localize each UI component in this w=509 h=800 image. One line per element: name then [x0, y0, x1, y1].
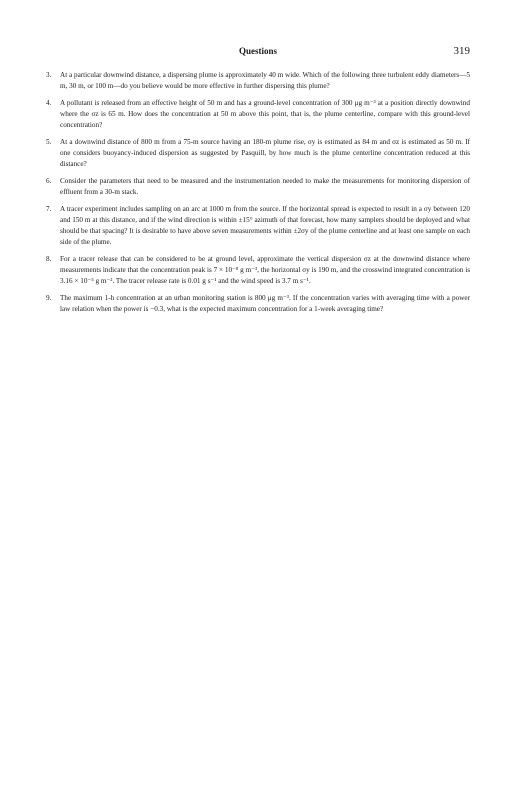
question-number: 4.: [46, 99, 52, 107]
question-list: [46, 70, 470, 321]
question-text: The maximum 1-h concentration at an urban monitoring station is 800 μg m⁻³. If the concentration varies with averaging time with a power law relation when the power is −0.3, what is the expected maximum concentration for a 1-week averaging time?: [60, 294, 470, 313]
page-title: Questions: [238, 46, 277, 56]
question-text: A pollutant is released from an effective height of 50 m and has a ground-level concentration of 300 μg m⁻³ at a position directly downwind where the σz is 65 m. How does the concentration at 50 m above this point, that is, the plume centerline, compare with this ground-level concentration?: [60, 99, 470, 129]
page-number: 319: [453, 45, 470, 57]
question-7: [46, 204, 470, 248]
question-5: [46, 137, 470, 170]
question-number: 6.: [46, 177, 52, 185]
running-head: [46, 44, 470, 58]
question-number: 9.: [46, 294, 52, 302]
question-text: For a tracer release that can be considered to be at ground level, approximate the vertical dispersion σz at the downwind distance where measurements indicate that the concentration peak is 7 × 10⁻⁸ g m⁻³, the horizontal σy is 190 m, and the crosswind integrated concentration is 3.16 × 10⁻⁵ g m⁻². The tracer release rate is 0.01 g s⁻¹ and the wind speed is 3.7 m s⁻¹.: [60, 255, 470, 285]
question-number: 5.: [46, 138, 52, 146]
question-number: 8.: [46, 255, 52, 263]
question-text: At a downwind distance of 800 m from a 75-m source having an 180-m plume rise, σy is estimated as 84 m and σz is estimated as 50 m. If one considers buoyancy-induced dispersion as suggested by Pasquill, by how much is the plume centerline concentration reduced at this distance?: [60, 138, 470, 168]
question-number: 7.: [46, 205, 52, 213]
question-text: A tracer experiment includes sampling on an arc at 1000 m from the source. If the horizontal spread is expected to result in a σy between 120 and 150 m at this distance, and if the wind direction is within ±15° azimuth of that forecast, how many samplers should be deployed and what should be that spacing? It is desirable to have above seven measurements within ±2σy of the plume centerline and at least one sample on each side of the plume.: [60, 205, 470, 246]
question-3: [46, 70, 470, 92]
question-text: Consider the parameters that need to be measured and the instrumentation needed to make the measurements for monitoring dispersion of effluent from a 30-m stack.: [60, 177, 470, 196]
question-6: [46, 176, 470, 198]
question-9: [46, 293, 470, 315]
question-8: [46, 254, 470, 287]
question-4: [46, 98, 470, 131]
question-text: At a particular downwind distance, a dispersing plume is approximately 40 m wide. Which of the following three turbulent eddy diameters—5 m, 30 m, or 100 m—do you believe would be more effective in further dispersing this plume?: [60, 71, 470, 90]
question-number: 3.: [46, 71, 52, 79]
